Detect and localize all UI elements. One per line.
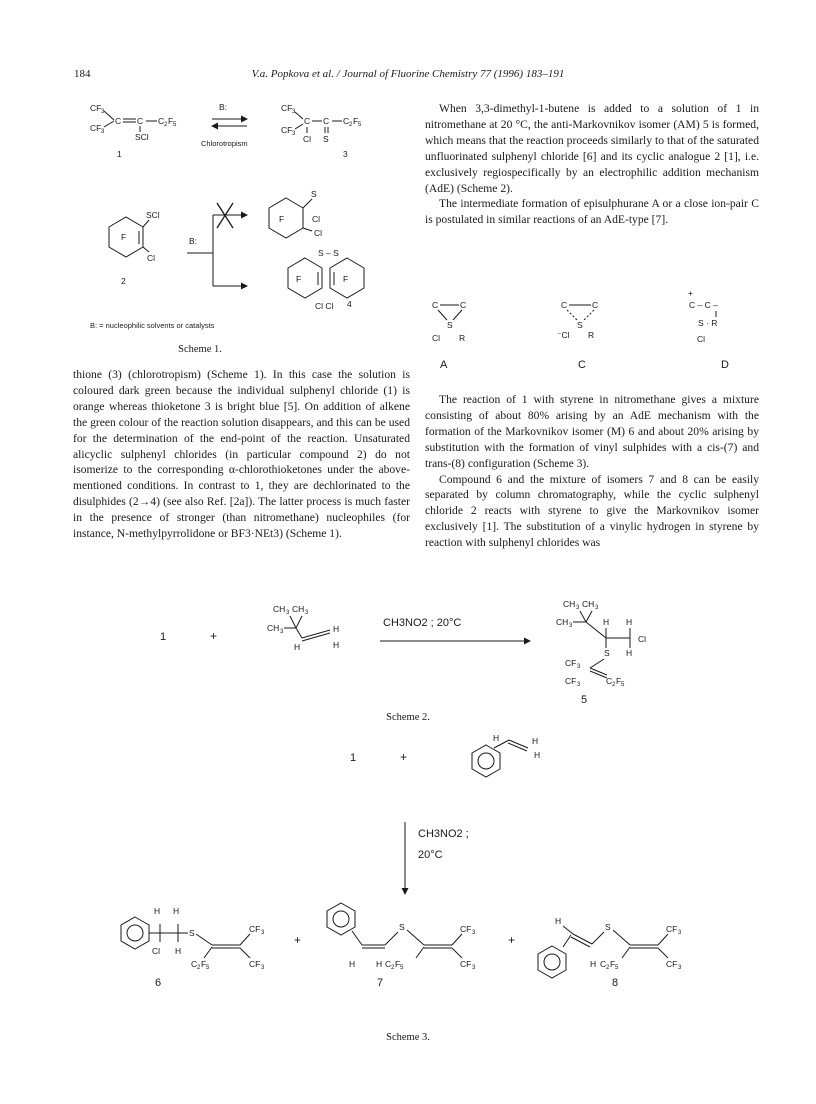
svg-text:C: C [600, 959, 607, 969]
svg-text:F: F [296, 274, 302, 284]
svg-text:C: C [304, 116, 311, 126]
svg-text:Cl Cl: Cl Cl [315, 301, 334, 311]
svg-text:F: F [343, 274, 349, 284]
svg-text:Cl: Cl [303, 134, 312, 144]
svg-text:CF: CF [90, 103, 102, 113]
svg-text:2: 2 [606, 965, 610, 971]
svg-text:Cl: Cl [312, 214, 321, 224]
svg-text:3: 3 [569, 623, 573, 629]
svg-text:CH: CH [563, 599, 576, 609]
svg-text:F: F [168, 116, 174, 126]
svg-text:CF: CF [281, 125, 293, 135]
scheme1-compound-1 [90, 103, 177, 142]
right-paragraph-3: The reaction of 1 with styrene in nitromethane gives a mixture consisting of about 80% arising by an AdE mechanism with the formation of the Markovnikov isomer (M) 6 and about 20% arising by substitution with the formation of vinyl sulphides with a cis-(7) and trans-(8) configuration (Scheme 3). [425, 393, 759, 470]
scheme2-product-number: 5 [581, 694, 588, 706]
svg-text:C: C [191, 959, 198, 969]
svg-text:C: C [606, 676, 613, 686]
svg-text:H: H [493, 733, 500, 743]
svg-text:Cl: Cl [152, 946, 161, 956]
svg-text:+: + [688, 288, 693, 298]
svg-text:CF: CF [666, 924, 678, 934]
svg-text:F: F [395, 959, 401, 969]
svg-text:⁻Cl: ⁻Cl [557, 330, 570, 340]
svg-text:C – C –: C – C – [689, 300, 718, 310]
scheme3-number-8: 8 [612, 977, 619, 989]
svg-text:C: C [137, 116, 144, 126]
svg-text:F: F [279, 214, 285, 224]
svg-text:H: H [626, 617, 633, 627]
svg-text:S: S [605, 922, 611, 932]
svg-text:H: H [333, 624, 340, 634]
scheme1-base-label: B: [219, 102, 228, 112]
scheme3-styrene [472, 733, 540, 777]
scheme2-product-5 [556, 599, 646, 688]
svg-text:S · R: S · R [698, 318, 718, 328]
scheme1-compound-3 [281, 103, 362, 144]
svg-text:C: C [592, 300, 599, 310]
svg-text:3: 3 [101, 109, 105, 115]
svg-text:CF: CF [460, 959, 472, 969]
scheme1-compound-4 [288, 248, 364, 311]
svg-text:S: S [311, 189, 317, 199]
intermediate-label-A: A [440, 359, 448, 371]
svg-text:SCl: SCl [135, 132, 149, 142]
svg-text:CF: CF [666, 959, 678, 969]
svg-text:C: C [385, 959, 392, 969]
svg-text:2: 2 [197, 965, 201, 971]
svg-text:Cl: Cl [147, 253, 156, 263]
svg-text:3: 3 [286, 610, 290, 616]
svg-text:H: H [603, 617, 610, 627]
svg-text:F: F [610, 959, 616, 969]
svg-text:S: S [604, 648, 610, 658]
svg-text:C: C [323, 116, 330, 126]
scheme3-reactant: 1 [350, 752, 357, 764]
page-number: 184 [74, 68, 91, 80]
scheme3-temperature: 20°C [418, 849, 443, 861]
scheme1-thioketone [269, 189, 322, 238]
svg-text:CF: CF [281, 103, 293, 113]
scheme3-number-7: 7 [377, 977, 384, 989]
scheme2-plus: + [210, 629, 218, 643]
scheme3-plus-3: + [508, 933, 516, 947]
scheme2-alkene [267, 604, 339, 652]
svg-text:5: 5 [173, 122, 177, 128]
svg-text:2: 2 [164, 122, 168, 128]
svg-text:R: R [459, 333, 466, 343]
scheme1-number-1: 1 [117, 149, 122, 159]
svg-text:3: 3 [678, 965, 682, 971]
svg-text:F: F [353, 116, 359, 126]
svg-text:3: 3 [472, 965, 476, 971]
svg-text:Cl: Cl [432, 333, 441, 343]
svg-text:3: 3 [577, 664, 581, 670]
scheme1-footnote: B: = nucleophilic solvents or catalysts [90, 321, 215, 330]
svg-text:3: 3 [261, 965, 265, 971]
svg-text:CF: CF [249, 959, 261, 969]
svg-text:3: 3 [595, 605, 599, 611]
svg-text:Cl: Cl [638, 634, 647, 644]
svg-text:CH: CH [556, 617, 569, 627]
svg-text:R: R [588, 330, 595, 340]
scheme1-number-3: 3 [343, 149, 348, 159]
svg-text:CH: CH [267, 623, 280, 633]
scheme1-number-4: 4 [347, 299, 352, 309]
svg-text:3: 3 [472, 930, 476, 936]
svg-text:C: C [158, 116, 165, 126]
svg-text:2: 2 [391, 965, 395, 971]
svg-text:H: H [175, 946, 182, 956]
running-title: V.a. Popkova et al. / Journal of Fluorine Chemistry 77 (1996) 183–191 [251, 68, 565, 80]
svg-text:CF: CF [249, 924, 261, 934]
svg-text:S: S [447, 320, 453, 330]
svg-text:5: 5 [358, 122, 362, 128]
scheme1-caption: Scheme 1. [178, 344, 222, 355]
svg-text:CH: CH [292, 604, 305, 614]
scheme2-reactant: 1 [160, 631, 167, 643]
svg-text:H: H [294, 642, 301, 652]
svg-text:C: C [115, 116, 122, 126]
svg-text:H: H [349, 959, 356, 969]
scheme3-product-6 [121, 906, 265, 971]
svg-text:SCl: SCl [146, 210, 160, 220]
svg-text:5: 5 [615, 965, 619, 971]
svg-text:S – S: S – S [318, 248, 339, 258]
svg-text:H: H [173, 906, 180, 916]
svg-text:H: H [590, 959, 597, 969]
svg-text:F: F [201, 959, 207, 969]
svg-text:CF: CF [460, 924, 472, 934]
scheme1-number-2: 2 [121, 276, 126, 286]
scheme3-number-6: 6 [155, 977, 162, 989]
intermediate-C [557, 300, 598, 340]
scheme3-product-8 [538, 916, 682, 978]
svg-text:CF: CF [565, 658, 577, 668]
svg-text:Cl: Cl [314, 228, 323, 238]
scheme2-caption: Scheme 2. [386, 712, 430, 723]
svg-text:Cl: Cl [697, 334, 706, 344]
intermediate-label-C: C [578, 359, 586, 371]
svg-text:F: F [121, 232, 127, 242]
svg-text:3: 3 [292, 131, 296, 137]
svg-text:S: S [189, 928, 195, 938]
svg-text:H: H [555, 916, 562, 926]
scheme3-caption: Scheme 3. [386, 1032, 430, 1043]
svg-text:S: S [323, 134, 329, 144]
scheme3-plus-2: + [294, 933, 302, 947]
scheme2-conditions: CH3NO2 ; 20°C [383, 617, 462, 629]
svg-text:2: 2 [612, 682, 616, 688]
svg-text:H: H [626, 648, 633, 658]
svg-text:CH: CH [582, 599, 595, 609]
svg-text:H: H [534, 750, 541, 760]
scheme3-product-7 [327, 903, 476, 971]
svg-text:3: 3 [280, 629, 284, 635]
svg-text:F: F [616, 676, 622, 686]
svg-text:C: C [460, 300, 467, 310]
svg-text:3: 3 [678, 930, 682, 936]
svg-text:3: 3 [305, 610, 309, 616]
svg-text:2: 2 [349, 122, 353, 128]
svg-text:3: 3 [261, 930, 265, 936]
intermediate-A [432, 300, 466, 343]
scheme1-compound-2 [109, 210, 160, 263]
svg-text:CF: CF [90, 123, 102, 133]
svg-text:5: 5 [621, 682, 625, 688]
left-paragraph-1: thione (3) (chlorotropism) (Scheme 1). In this case the solution is coloured dark green because the individual sulphenyl chloride (1) is orange whereas thioketone 3 is bright blue [5]. On addition of alkene the green colour of the reaction solution disappears, and this can be used for the determination of the end-point of the reaction. Unsaturated alicyclic sulphenyl chlorides (in particular compound 2) do not isomerize to the corresponding α-chlorothioketones under the above-mentioned conditions. In contrast to 1, they are dechlorinated to the disulphides (2→4) (see also Ref. [2a]). The latter process is much faster in the presence of stronger (than nitromethane) nucleophiles (for instance, N-methylpyrrolidone or BF3·NEt3) (Scheme 1). [73, 368, 410, 541]
intermediate-label-D: D [721, 359, 729, 371]
svg-text:3: 3 [101, 129, 105, 135]
svg-text:3: 3 [292, 109, 296, 115]
scheme3-solvent: CH3NO2 ; [418, 828, 469, 840]
svg-text:H: H [333, 640, 340, 650]
svg-text:C: C [343, 116, 350, 126]
svg-text:H: H [532, 736, 539, 746]
svg-text:S: S [399, 922, 405, 932]
right-paragraph-2: The intermediate formation of episulphurane A or a close ion-pair C is postulated in similar reactions of an AdE-type [7]. [425, 197, 759, 227]
svg-text:S: S [577, 320, 583, 330]
svg-text:3: 3 [577, 682, 581, 688]
intermediate-D [688, 288, 718, 344]
right-paragraph-1: When 3,3-dimethyl-1-butene is added to a solution of 1 in nitromethane at 20 °C, the anti-Markovnikov isomer (AM) 5 is formed, which means that the reaction proceeds similarly to that of the saturated unfluorinated sulphenyl chloride [6] and its cyclic analogue 2 [1], i.e. exclusively regiospecifically by an electrophilic addition mechanism (AdE) (Scheme 2). [425, 102, 759, 195]
svg-text:5: 5 [206, 965, 210, 971]
svg-text:CH: CH [273, 604, 286, 614]
svg-text:CF: CF [565, 676, 577, 686]
svg-text:H: H [376, 959, 383, 969]
scheme1-chlorotropism-label: Chlorotropism [201, 139, 248, 148]
svg-text:C: C [561, 300, 568, 310]
scheme3-plus: + [400, 750, 408, 764]
svg-text:H: H [154, 906, 161, 916]
svg-text:5: 5 [400, 965, 404, 971]
scheme1-base-label-2: B: [189, 236, 198, 246]
right-paragraph-4: Compound 6 and the mixture of isomers 7 and 8 can be easily separated by column chromatography, while the cyclic sulphenyl chloride 2 reacts with styrene to give the Markovnikov isomer exclusively [1]. The substitution of a vinylic hydrogen in styrene by reaction with sulphenyl chlorides was [425, 472, 759, 550]
svg-text:3: 3 [576, 605, 580, 611]
svg-text:C: C [432, 300, 439, 310]
